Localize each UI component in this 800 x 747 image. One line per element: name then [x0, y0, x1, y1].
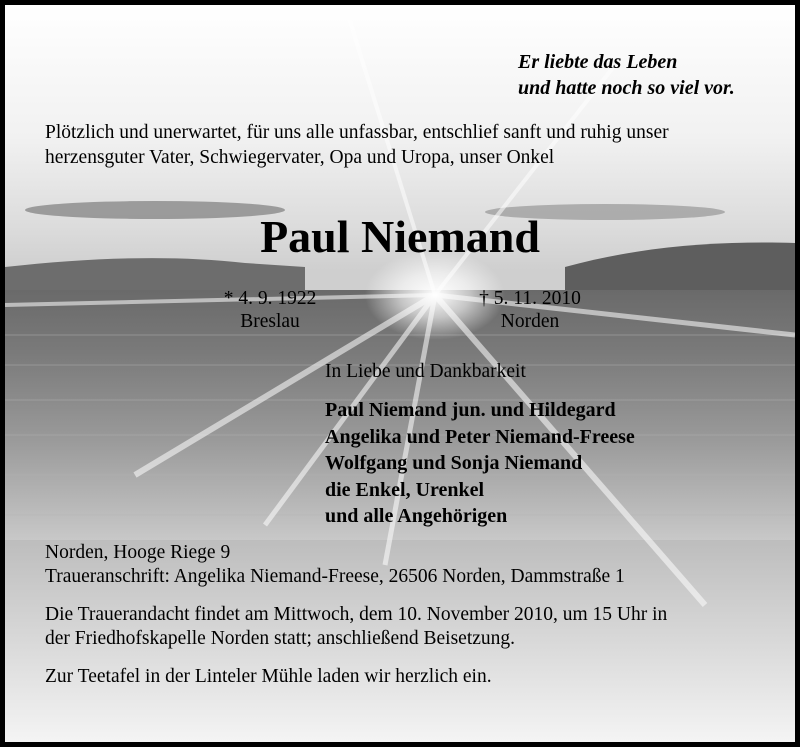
mourner-name: Paul Niemand jun. und Hildegard [325, 399, 616, 421]
death-place: Norden [500, 311, 560, 332]
service-line-2: der Friedhofskapelle Norden statt; anschließend Beisetzung. [45, 628, 516, 649]
motto-quote [518, 49, 735, 101]
motto-line-1: Er liebte das Leben [518, 51, 678, 73]
mourner-name: Angelika und Peter Niemand-Freese [325, 425, 635, 448]
service-announcement [45, 603, 761, 651]
intro-line-2: herzensguter Vater, Schwiegervater, Opa und Uropa, unser Onkel [45, 147, 555, 168]
tea-invitation: Zur Teetafel in der Linteler Mühle laden wir herzlich ein. [45, 666, 492, 687]
birth-date: * 4. 9. 1922 [223, 288, 317, 309]
intro-text [45, 120, 751, 170]
mourner-name: und alle Angehörigen [325, 505, 508, 527]
mourner-name: die Enkel, Urenkel [325, 478, 485, 501]
intro-line-1: Plötzlich und unerwartet, für uns alle unfassbar, entschlief sanft und ruhig unser [45, 122, 669, 143]
mourner-name: Wolfgang und Sonja Niemand [325, 452, 583, 474]
gratitude-line: In Liebe und Dankbarkeit [325, 361, 526, 382]
mourning-address-line: Traueranschrift: Angelika Niemand-Freese, 26506 Norden, Dammstraße 1 [45, 566, 625, 587]
birth-place: Breslau [240, 311, 300, 332]
death-info [450, 287, 610, 333]
residence-line: Norden, Hooge Riege 9 [45, 542, 231, 563]
mourners-list [325, 397, 635, 530]
deceased-name: Paul Niemand [260, 211, 540, 262]
birth-info [190, 287, 350, 333]
motto-line-2: und hatte noch so viel vor. [518, 77, 735, 99]
service-line-1: Die Trauerandacht findet am Mittwoch, dem 10. November 2010, um 15 Uhr in [45, 604, 668, 625]
address-block [45, 541, 761, 589]
death-date: † 5. 11. 2010 [479, 288, 581, 309]
